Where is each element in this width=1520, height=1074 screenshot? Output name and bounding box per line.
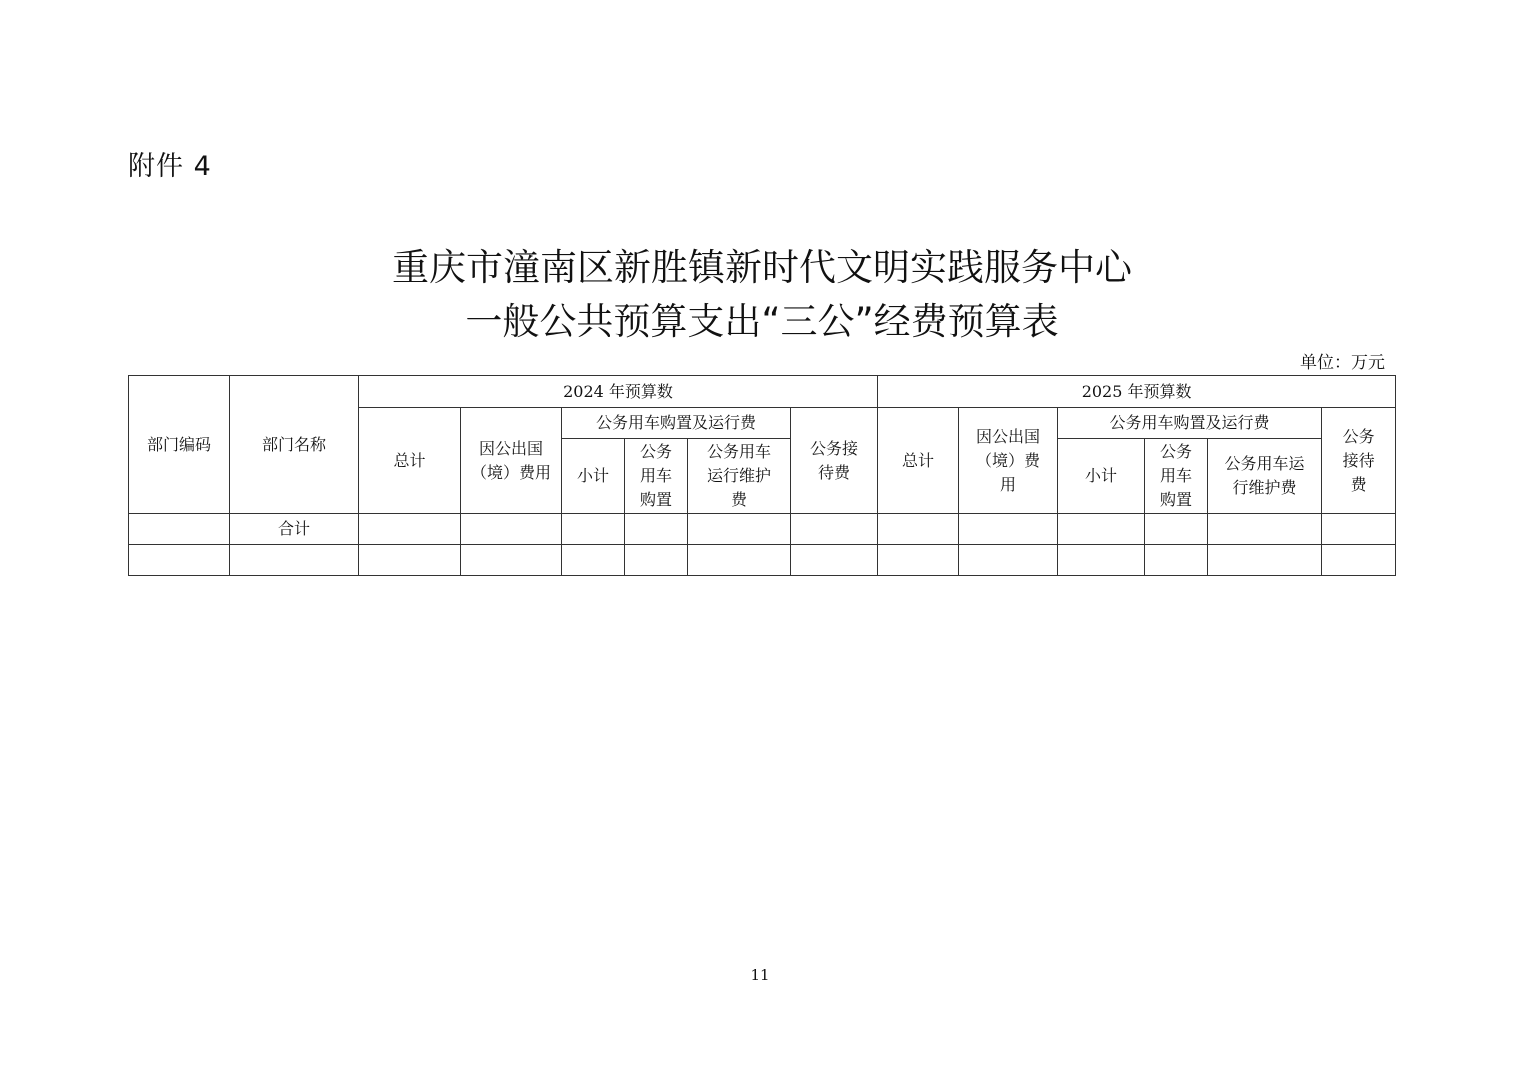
page-number: 11: [750, 966, 770, 984]
cell: [688, 545, 791, 576]
header-2024-abroad: 因公出国（境）费用: [461, 408, 562, 514]
header-2024-car-purchase: 公务用车购置: [625, 439, 688, 514]
cell-dept-name: 合计: [230, 514, 359, 545]
header-2024-total: 总计: [359, 408, 461, 514]
cell-dept-name: [230, 545, 359, 576]
cell: [625, 545, 688, 576]
cell: [878, 514, 959, 545]
cell: [1322, 514, 1396, 545]
cell: [1208, 545, 1322, 576]
document-title-line2: 一般公共预算支出“三公”经费预算表: [465, 300, 1059, 343]
cell-dept-code: [129, 514, 230, 545]
cell: [359, 514, 461, 545]
cell-dept-code: [129, 545, 230, 576]
cell: [1058, 545, 1145, 576]
budget-table: [128, 375, 1396, 576]
cell: [878, 545, 959, 576]
cell: [959, 545, 1058, 576]
cell: [791, 514, 878, 545]
cell: [959, 514, 1058, 545]
cell: [625, 514, 688, 545]
header-2025-car-purchase: 公务用车购置: [1145, 439, 1208, 514]
header-dept-name: 部门名称: [230, 376, 359, 514]
header-2025-abroad: 因公出国（境）费用: [959, 408, 1058, 514]
table-row: [129, 514, 1396, 545]
header-year-2024: 2024 年预算数: [359, 376, 878, 408]
cell: [791, 545, 878, 576]
cell: [562, 545, 625, 576]
header-year-2025: 2025 年预算数: [878, 376, 1396, 408]
cell: [1058, 514, 1145, 545]
header-2024-car-group: 公务用车购置及运行费: [562, 408, 791, 439]
header-2025-car-group: 公务用车购置及运行费: [1058, 408, 1322, 439]
header-2024-subtotal: 小计: [562, 439, 625, 514]
unit-label: 单位：万元: [1300, 353, 1385, 373]
header-2024-car-maint: 公务用车运行维护费: [688, 439, 791, 514]
cell: [688, 514, 791, 545]
cell: [562, 514, 625, 545]
cell: [1322, 545, 1396, 576]
cell: [1145, 514, 1208, 545]
attachment-label: 附件 4: [128, 151, 212, 182]
cell: [461, 545, 562, 576]
cell: [1145, 545, 1208, 576]
header-dept-code: 部门编码: [129, 376, 230, 514]
header-2025-total: 总计: [878, 408, 959, 514]
table-row: [129, 545, 1396, 576]
header-2024-reception: 公务接待费: [791, 408, 878, 514]
cell: [461, 514, 562, 545]
cell: [1208, 514, 1322, 545]
header-2025-car-maint: 公务用车运行维护费: [1208, 439, 1322, 514]
document-title-line1: 重庆市潼南区新胜镇新时代文明实践服务中心: [392, 246, 1132, 289]
cell: [359, 545, 461, 576]
header-2025-subtotal: 小计: [1058, 439, 1145, 514]
header-2025-reception: 公务接待费: [1322, 408, 1396, 514]
